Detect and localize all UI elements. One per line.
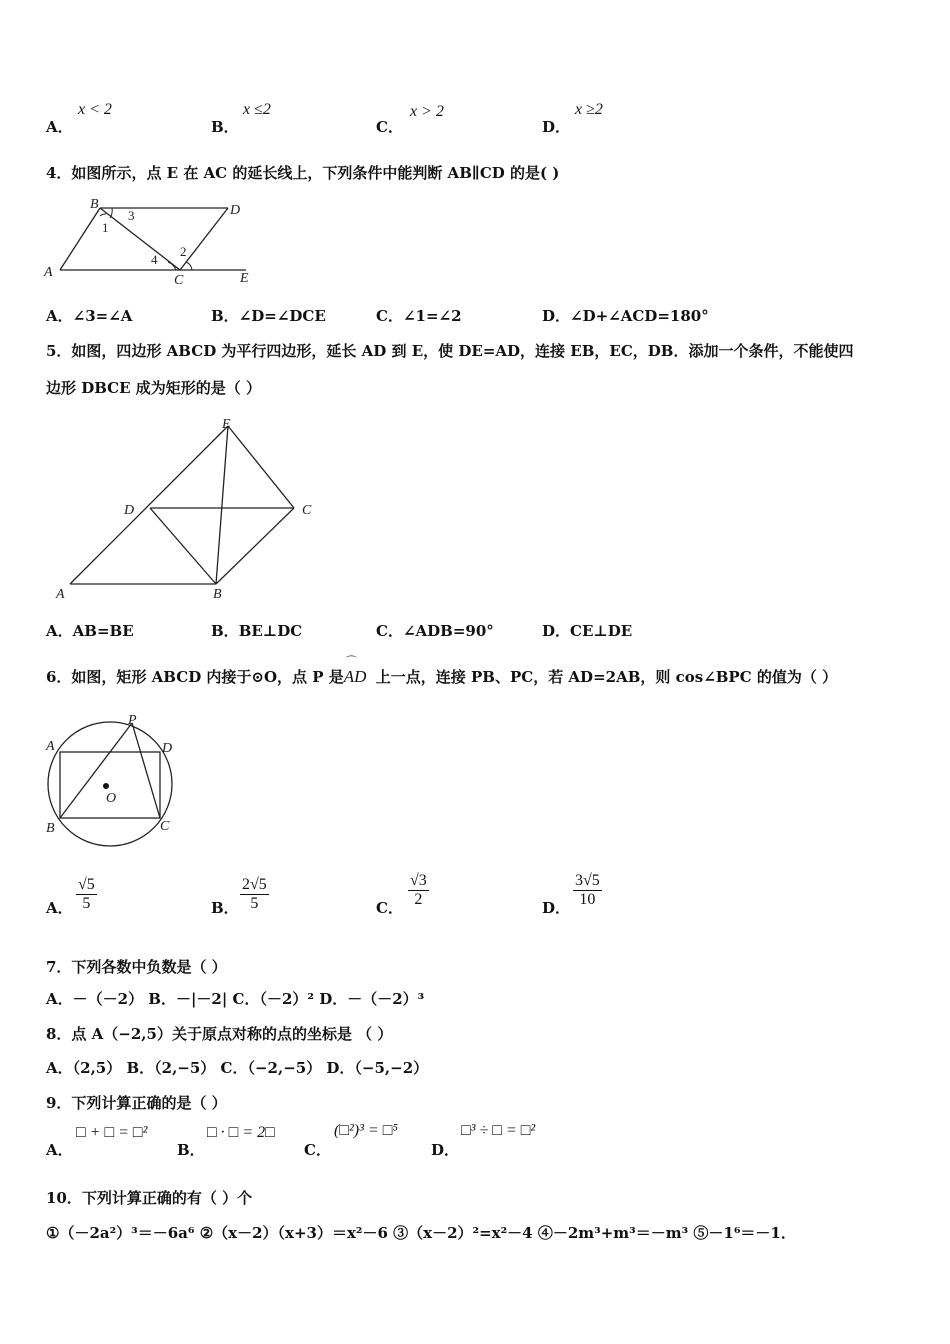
q9-option-d-label: D． bbox=[431, 1141, 460, 1159]
q4-label-e: E bbox=[240, 271, 249, 286]
q5-label-b: B bbox=[213, 587, 222, 602]
q5-figure bbox=[50, 414, 330, 604]
q5-label-c: C bbox=[302, 503, 312, 518]
q6-option-a-label: A． bbox=[46, 899, 73, 917]
q7-options: A．－（－2） B．－|－2| C．（－2）² D．－（－2）³ bbox=[46, 990, 425, 1008]
q6-label-d: D bbox=[162, 741, 173, 756]
q4-figure bbox=[40, 196, 260, 288]
q9-option-c-expr: (□²)³ = □⁵ bbox=[334, 1122, 398, 1139]
q6-option-d-label: D． bbox=[542, 899, 571, 917]
q4-angle-2: 2 bbox=[180, 244, 187, 259]
q9-option-a-expr: □ + □ = □² bbox=[76, 1124, 148, 1141]
q7-stem: 7．下列各数中负数是（ ） bbox=[46, 958, 227, 976]
q6-option-c-label: C． bbox=[376, 899, 403, 917]
q9-option-b-expr: □ · □ = 2□ bbox=[207, 1124, 275, 1141]
q5-label-d: D bbox=[124, 503, 135, 518]
q3-option-d-expr: x ≥2 bbox=[575, 101, 603, 118]
q5-option-d: D．CE⊥DE bbox=[542, 622, 633, 640]
q4-angle-4: 4 bbox=[151, 252, 158, 267]
q6-label-p: P bbox=[128, 713, 137, 728]
q6-arc-ad: AD bbox=[343, 667, 367, 686]
q6-option-d-frac: $\frac{3√5}{10}$ bbox=[575, 872, 600, 908]
q8-options: A．（2,5） B．（2,−5） C．（−2,−5） D．（−5,−2） bbox=[46, 1059, 429, 1077]
q4-angle-3: 3 bbox=[128, 208, 135, 223]
q4-angle-1: 1 bbox=[102, 220, 109, 235]
q5-stem-line2: 边形 DBCE 成为矩形的是（ ） bbox=[46, 379, 262, 397]
q3-option-a-label: A． bbox=[46, 118, 73, 136]
q3-option-c-expr: x > 2 bbox=[410, 103, 444, 120]
q5-label-e: E bbox=[222, 417, 231, 432]
q6-option-a-frac: $\frac{√5}{5}$ bbox=[78, 876, 95, 912]
q5-option-a: A．AB=BE bbox=[46, 622, 134, 640]
q6-label-o: O bbox=[106, 791, 117, 806]
q3-option-a-expr: x < 2 bbox=[78, 101, 112, 118]
q3-option-b-label: B． bbox=[211, 118, 239, 136]
q6-option-b-label: B． bbox=[211, 899, 239, 917]
q4-option-d: D．∠D+∠ACD=180° bbox=[542, 307, 709, 325]
q9-option-c-label: C． bbox=[304, 1141, 331, 1159]
q4-label-c: C bbox=[174, 273, 184, 288]
q3-option-b-expr: x ≤2 bbox=[243, 101, 271, 118]
q10-statements: ①（－2a²）³＝－6a⁶ ②（x－2）（x+3）＝x²－6 ③（x－2）²=x²－4 ④－2m³+m³＝－m³ ⑤－1⁶＝－1． bbox=[46, 1224, 796, 1242]
q4-label-a: A bbox=[44, 265, 53, 280]
q8-stem: 8．点 A（−2,5）关于原点对称的点的坐标是 （ ） bbox=[46, 1025, 393, 1043]
q6-label-a: A bbox=[46, 739, 55, 754]
q9-option-a-label: A． bbox=[46, 1141, 73, 1159]
q6-figure bbox=[42, 710, 182, 850]
q4-option-a: A．∠3=∠A bbox=[46, 307, 133, 325]
q4-option-c: C．∠1=∠2 bbox=[376, 307, 462, 325]
q6-stem: 6．如图，矩形 ABCD 内接于⊙O，点 P 是 ⌒ AD 上一点，连接 PB、PC，若 AD=2AB，则 cos∠BPC 的值为（ ） bbox=[46, 656, 838, 686]
q6-option-b-frac: $\frac{2√5}{5}$ bbox=[242, 876, 267, 912]
q5-stem-line1: 5．如图，四边形 ABCD 为平行四边形，延长 AD 到 E，使 DE=AD，连接 EB，EC，DB．添加一个条件，不能使四 bbox=[46, 342, 854, 360]
q4-option-b: B．∠D=∠DCE bbox=[211, 307, 326, 325]
q4-stem: 4．如图所示，点 E 在 AC 的延长线上，下列条件中能判断 AB∥CD 的是( ) bbox=[46, 164, 560, 182]
q6-option-c-frac: $\frac{√3}{2}$ bbox=[410, 872, 427, 908]
q9-stem: 9．下列计算正确的是（ ） bbox=[46, 1094, 227, 1112]
q9-option-b-label: B． bbox=[177, 1141, 205, 1159]
q6-label-b: B bbox=[46, 821, 55, 836]
q9-option-d-expr: □³ ÷ □ = □² bbox=[461, 1122, 536, 1139]
q4-label-b: B bbox=[90, 197, 99, 212]
q4-label-d: D bbox=[230, 203, 241, 218]
q5-option-c: C．∠ADB=90° bbox=[376, 622, 494, 640]
q3-option-c-label: C． bbox=[376, 118, 403, 136]
q6-label-c: C bbox=[160, 819, 170, 834]
q5-option-b: B．BE⊥DC bbox=[211, 622, 303, 640]
q5-label-a: A bbox=[56, 587, 65, 602]
q3-option-d-label: D． bbox=[542, 118, 571, 136]
q10-stem: 10．下列计算正确的有（ ）个 bbox=[46, 1189, 253, 1207]
